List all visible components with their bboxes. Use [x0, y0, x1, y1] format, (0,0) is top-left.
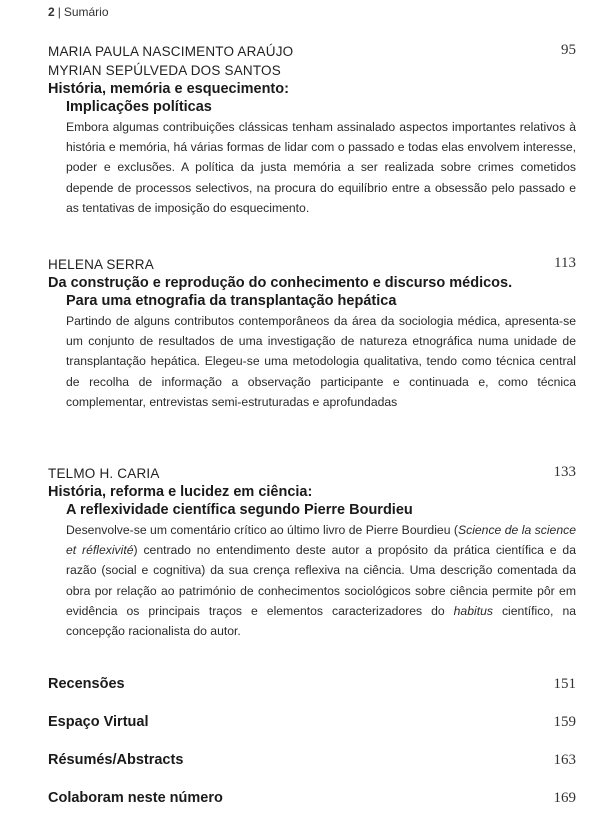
- article-title: História, reforma e lucidez em ciência:: [48, 484, 313, 500]
- section-label: Colaboram neste número: [48, 790, 223, 806]
- article-abstract: Embora algumas contribuições clássicas tenham assinalado aspectos importantes relativos à história e memória, há várias formas de lidar com o passado e todas elas envolvem interesse, poder e exclusões. A política da justa memória a ser realizada sobre crimes cometidos depende de processos selectivos, na procura do equilíbrio entre a obsessão pelo passado e as tentativas de imposição do esquecimento.: [66, 120, 576, 215]
- toc-entry: [48, 464, 576, 641]
- toc-entry: [48, 255, 576, 412]
- article-title: Da construção e reprodução do conhecimento e discurso médicos.: [48, 275, 513, 291]
- running-header: [48, 5, 109, 19]
- entry-authors: [48, 255, 576, 274]
- header-separator: |: [57, 5, 61, 19]
- header-page-number: 2: [48, 5, 55, 19]
- article-subtitle: A reflexividade científica segundo Pierre Bourdieu: [66, 502, 413, 518]
- abstract-text: ) centrado no entendimento deste autor a propósito da prática científica e da razão (social e cognitiva) da sua crença reflexiva na ciência. Uma descrição comentada da obra por relação ao património de conhecimentos sociológicos sobre ciência permite pôr em evidência os principais traços e elementos caracterizadores do: [66, 543, 576, 618]
- toc-section-espaco-virtual: [48, 714, 576, 730]
- abstract-term: habitus: [453, 603, 493, 618]
- author-name: TELMO H. CARIA: [48, 466, 160, 481]
- article-title: História, memória e esquecimento:: [48, 81, 289, 97]
- toc-entry: [48, 42, 576, 218]
- toc-section-resumes-abstracts: [48, 752, 576, 768]
- article-subtitle: Para uma etnografia da transplantação hepática: [66, 293, 397, 309]
- section-label: Recensões: [48, 676, 125, 692]
- author-name: MARIA PAULA NASCIMENTO ARAÚJO: [48, 44, 294, 59]
- section-label: Résumés/Abstracts: [48, 752, 184, 768]
- header-section: Sumário: [63, 5, 109, 19]
- entry-page-number: 113: [554, 255, 576, 271]
- toc-section-recensoes: [48, 676, 576, 692]
- section-label: Espaço Virtual: [48, 714, 149, 730]
- entry-page-number: 133: [553, 464, 576, 480]
- author-name: MYRIAN SEPÚLVEDA DOS SANTOS: [48, 63, 281, 78]
- toc-section-colaboram: [48, 790, 576, 806]
- section-page-number: 159: [553, 714, 576, 730]
- abstract-text: científico, na concepção racionalista do autor.: [66, 603, 576, 639]
- article-abstract: [48, 520, 576, 641]
- article-subtitle: Implicações políticas: [66, 99, 212, 115]
- abstract-book-title: Science de la science et réflexivité: [66, 523, 576, 558]
- abstract-text: Desenvolve-se um comentário crítico ao último livro de Pierre Bourdieu (: [66, 523, 458, 537]
- entry-authors: [48, 42, 576, 80]
- entry-authors: [48, 464, 576, 483]
- section-page-number: 169: [553, 790, 576, 806]
- entry-page-number: 95: [561, 42, 576, 58]
- section-page-number: 163: [553, 752, 576, 768]
- author-name: HELENA SERRA: [48, 257, 154, 272]
- section-page-number: 151: [553, 676, 576, 692]
- article-abstract: Partindo de alguns contributos contemporâneos da área da sociologia médica, apresenta-se um conjunto de resultados de uma investigação de natureza etnográfica numa unidade de transplantação hepática. Elegeu-se uma metodologia qualitativa, tendo como técnica central de recolha de informação a observação participante e continuada e, como técnica complementar, entrevistas semi-estruturadas e aprofundadas: [66, 314, 576, 409]
